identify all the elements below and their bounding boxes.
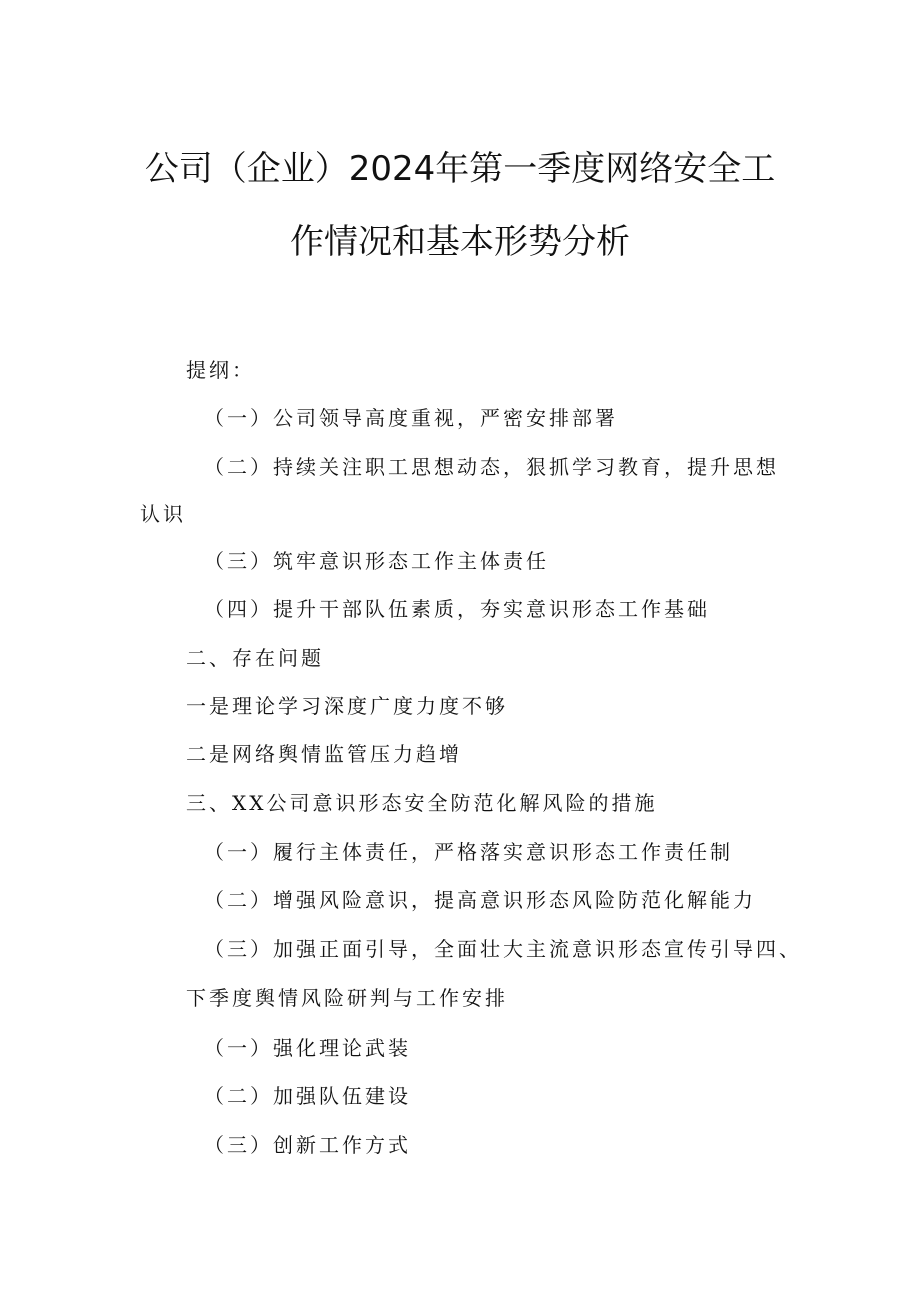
section-heading: 下季度舆情风险研判与工作安排: [186, 986, 508, 1010]
outline-heading: 提纲：: [186, 358, 255, 382]
outline-item: （三）筑牢意识形态工作主体责任: [204, 549, 549, 573]
outline-item: （一）强化理论武装: [204, 1036, 411, 1060]
outline-item: （二）增强风险意识，提高意识形态风险防范化解能力: [204, 888, 756, 912]
outline-item: （三）创新工作方式: [204, 1133, 411, 1157]
outline-item: （二）加强队伍建设: [204, 1084, 411, 1108]
outline-item: （一）公司领导高度重视，严密安排部署: [204, 406, 618, 430]
outline-item-continuation: 认识: [140, 502, 186, 526]
outline-item: （四）提升干部队伍素质，夯实意识形态工作基础: [204, 597, 710, 621]
outline-item: （一）履行主体责任，严格落实意识形态工作责任制: [204, 840, 733, 864]
outline-item: 一是理论学习深度广度力度不够: [186, 694, 508, 718]
outline-item: 二是网络舆情监管压力趋增: [186, 742, 462, 766]
section-heading: 三、XX公司意识形态安全防范化解风险的措施: [186, 791, 658, 815]
outline-item: （二）持续关注职工思想动态，狠抓学习教育，提升思想: [204, 455, 779, 479]
document-title-line-1: 公司（企业）2024年第一季度网络安全工: [144, 149, 776, 189]
document-title-line-2: 作情况和基本形势分析: [290, 222, 630, 262]
outline-item: （三）加强正面引导，全面壮大主流意识形态宣传引导四、: [204, 937, 802, 961]
section-heading: 二、存在问题: [186, 646, 324, 670]
